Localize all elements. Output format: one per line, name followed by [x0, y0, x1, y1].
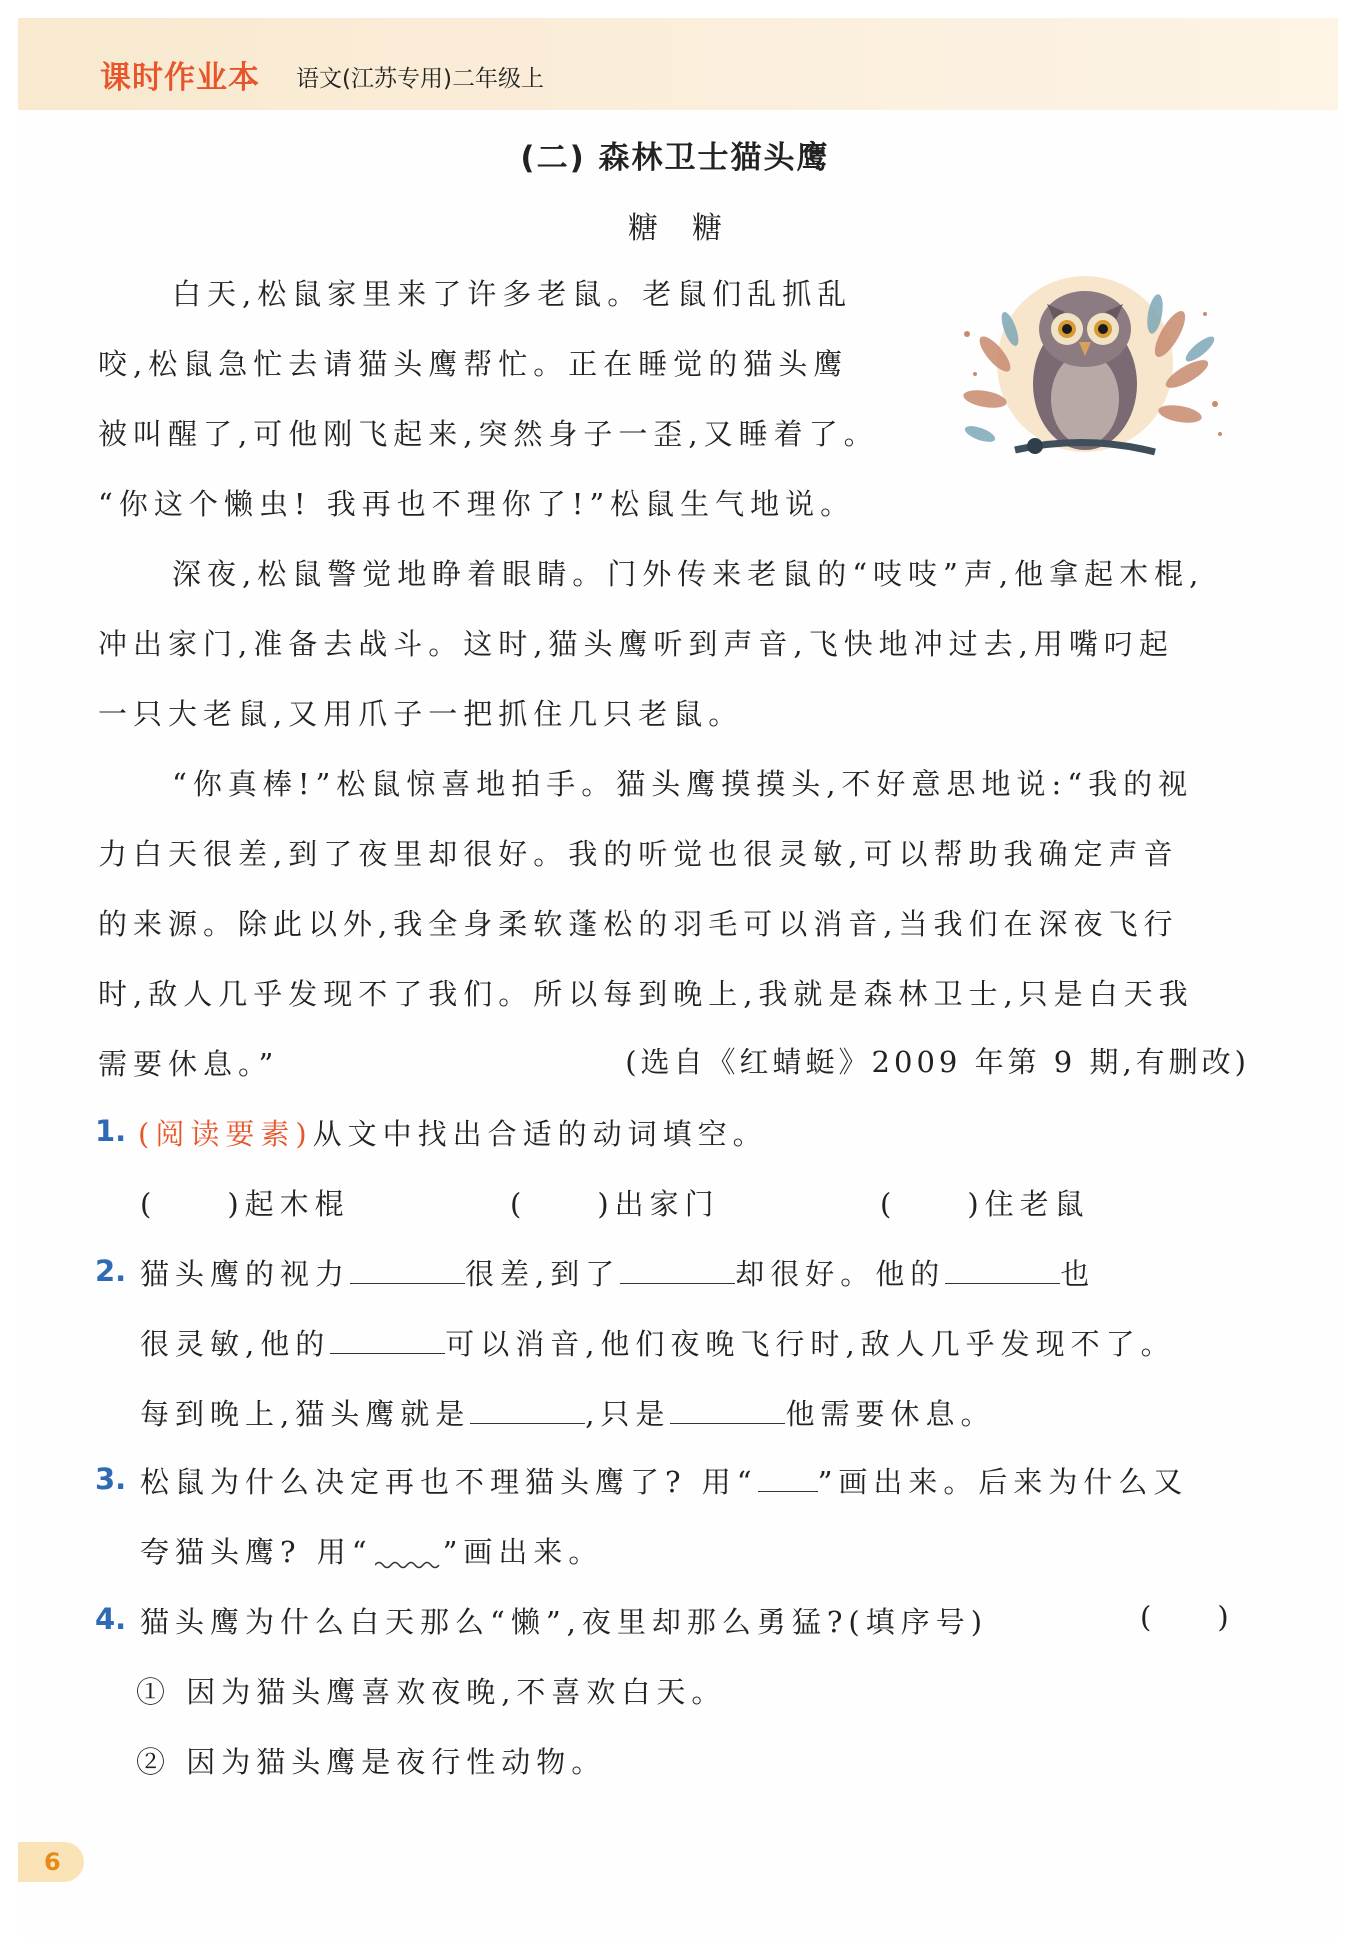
question-4-answer[interactable]	[1140, 1600, 1235, 1634]
page-header	[18, 18, 1338, 110]
question-number: 1.	[95, 1114, 127, 1148]
q4-option: ① 因为猫头鹰喜欢夜晚,不喜欢白天。	[136, 1675, 727, 1709]
paren-open: (	[1140, 1600, 1158, 1634]
article-source: (选自《红蜻蜓》2009 年第 9 期,有删改)	[625, 1045, 1250, 1079]
article-line: 一只大老鼠,又用爪子一把抓住几只老鼠。	[98, 697, 744, 731]
answer-blank[interactable]	[470, 1393, 585, 1424]
q2-text: 很灵敏,他的	[140, 1327, 331, 1361]
q2-text: 也	[1060, 1257, 1096, 1291]
answer-blank[interactable]	[670, 1393, 785, 1424]
article-line: “你真棒!”松鼠惊喜地拍手。猫头鹰摸摸头,不好意思地说:“我的视	[172, 767, 1194, 801]
owl-illustration	[955, 274, 1235, 460]
q1-item	[880, 1182, 1090, 1223]
wavy-underline-sample	[373, 1532, 443, 1562]
q3-text: ”画出来。	[442, 1535, 604, 1569]
answer-blank[interactable]	[945, 1253, 1060, 1284]
article-line: 力白天很差,到了夜里却很好。我的听觉也很灵敏,可以帮助我确定声音	[98, 837, 1179, 871]
q2-text: 可以消音,他们夜晚飞行时,敌人几乎发现不了。	[445, 1327, 1176, 1361]
answer-blank[interactable]	[350, 1253, 465, 1284]
q1-item-label: 起木棍	[244, 1187, 350, 1221]
q2-text: 却很好。他的	[735, 1257, 946, 1291]
q1-item-label: 住老鼠	[984, 1187, 1090, 1221]
article-line: “你这个懒虫! 我再也不理你了!”松鼠生气地说。	[98, 487, 856, 521]
article-line: 咬,松鼠急忙去请猫头鹰帮忙。正在睡觉的猫头鹰	[98, 347, 849, 381]
article-line: 白天,松鼠家里来了许多老鼠。老鼠们乱抓乱	[172, 277, 853, 311]
q2-text: 每到晚上,猫头鹰就是	[140, 1397, 471, 1431]
question-1-text	[138, 1112, 768, 1153]
paren-close: )	[1217, 1600, 1235, 1634]
article-line: 被叫醒了,可他刚飞起来,突然身子一歪,又睡着了。	[98, 417, 879, 451]
q1-item-label: 出家门	[614, 1187, 720, 1221]
q3-text: ”画出来。后来为什么又	[817, 1465, 1189, 1499]
paren-open: (	[880, 1187, 898, 1221]
q1-item	[140, 1182, 350, 1223]
article-line: 冲出家门,准备去战斗。这时,猫头鹰听到声音,飞快地冲过去,用嘴叼起	[98, 627, 1174, 661]
question-number: 4.	[95, 1602, 127, 1636]
reading-element-tag: (阅读要素)	[138, 1117, 313, 1151]
page-number: 6	[18, 1842, 84, 1882]
paren-open: (	[140, 1187, 158, 1221]
paren-close: )	[597, 1187, 615, 1221]
question-1-prompt: 从文中找出合适的动词填空。	[312, 1117, 768, 1151]
article-author: 糖糖	[628, 211, 756, 246]
brand-title: 课时作业本	[100, 60, 260, 96]
q2-text: 很差,到了	[465, 1257, 621, 1291]
paren-close: )	[967, 1187, 985, 1221]
paren-open: (	[510, 1187, 528, 1221]
q2-text: 他需要休息。	[785, 1397, 996, 1431]
answer-blank[interactable]	[620, 1253, 735, 1284]
q2-text: ,只是	[585, 1397, 671, 1431]
paren-close: )	[227, 1187, 245, 1221]
straight-underline-sample	[758, 1461, 818, 1492]
q3-text: 松鼠为什么决定再也不理猫头鹰了? 用“	[140, 1465, 758, 1499]
question-number: 2.	[95, 1254, 127, 1288]
subject-label: 语文(江苏专用)二年级上	[296, 66, 544, 92]
question-2-line	[140, 1392, 995, 1433]
article-line: 的来源。除此以外,我全身柔软蓬松的羽毛可以消音,当我们在深夜飞行	[98, 907, 1179, 941]
q4-option: ② 因为猫头鹰是夜行性动物。	[136, 1745, 607, 1779]
q2-text: 猫头鹰的视力	[140, 1257, 351, 1291]
question-number: 3.	[95, 1462, 127, 1496]
article-title: (二) 森林卫士猫头鹰	[520, 140, 830, 176]
article-line: 时,敌人几乎发现不了我们。所以每到晚上,我就是森林卫士,只是白天我	[98, 977, 1194, 1011]
q3-text: 夸猫头鹰? 用“	[140, 1535, 373, 1569]
question-2-line	[140, 1322, 1176, 1363]
q1-item	[510, 1182, 720, 1223]
question-3-line	[140, 1530, 603, 1571]
answer-blank[interactable]	[330, 1323, 445, 1354]
article-line: 深夜,松鼠警觉地睁着眼睛。门外传来老鼠的“吱吱”声,他拿起木棍,	[172, 557, 1205, 591]
question-4-text: 猫头鹰为什么白天那么“懒”,夜里却那么勇猛?(填序号)	[140, 1605, 989, 1639]
article-line: 需要休息。”	[98, 1047, 280, 1081]
question-3-line	[140, 1460, 1188, 1501]
question-2-line	[140, 1252, 1095, 1293]
